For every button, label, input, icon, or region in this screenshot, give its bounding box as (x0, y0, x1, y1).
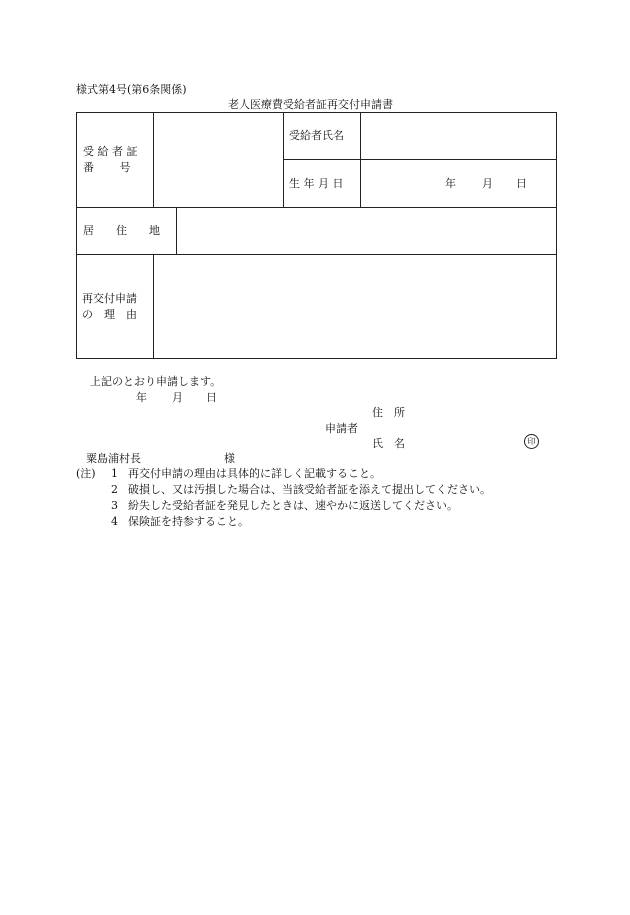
birthdate-label: 生 年 月 日 (289, 177, 344, 190)
notes-prefix: (注) (76, 467, 96, 480)
form-number: 様式第4号(第6条関係) (76, 83, 187, 96)
applicant-label: 申請者 (325, 422, 358, 435)
note-text: 紛失した受給者証を発見したときは、速やかに返送してください。 (128, 499, 458, 512)
honorific: 様 (224, 452, 235, 465)
birthdate-year: 年 (445, 177, 456, 190)
note-number: 1 (111, 467, 118, 480)
date-day: 日 (206, 391, 217, 404)
note-number: 2 (111, 483, 118, 496)
date-year: 年 (136, 391, 147, 404)
birthdate-day: 日 (516, 177, 527, 190)
recipient-name-field[interactable] (361, 113, 556, 158)
applicant-address-label: 住 所 (372, 406, 405, 419)
reason-label-line2: の 理 由 (82, 308, 137, 321)
birthdate-month: 月 (482, 177, 493, 190)
note-text: 再交付申請の理由は具体的に詳しく記載すること。 (128, 467, 381, 480)
cert-number-label-line1: 受 給 者 証 (83, 145, 138, 158)
residence-label: 居 住 地 (83, 224, 160, 237)
declaration-text: 上記のとおり申請します。 (90, 375, 222, 388)
divider-line (283, 112, 284, 207)
recipient-name-label: 受給者氏名 (289, 129, 344, 142)
cert-number-label-line2: 番 号 (83, 161, 131, 174)
birthdate-field[interactable] (361, 160, 556, 206)
residence-field[interactable] (177, 208, 556, 253)
note-number: 4 (111, 515, 118, 528)
seal-mark: 印 (524, 434, 539, 449)
page-title: 老人医療費受給者証再交付申請書 (228, 98, 393, 111)
date-month: 月 (172, 391, 183, 404)
note-number: 3 (111, 499, 118, 512)
reason-label-line1: 再交付申請 (82, 292, 137, 305)
note-text: 破損し、又は汚損した場合は、当該受給者証を添えて提出してください。 (128, 483, 491, 496)
reason-field[interactable] (154, 255, 556, 358)
applicant-name-label: 氏 名 (372, 437, 405, 450)
cert-number-field[interactable] (154, 113, 282, 206)
note-text: 保険証を持参すること。 (128, 515, 249, 528)
addressee: 粟島浦村長 (86, 452, 141, 465)
